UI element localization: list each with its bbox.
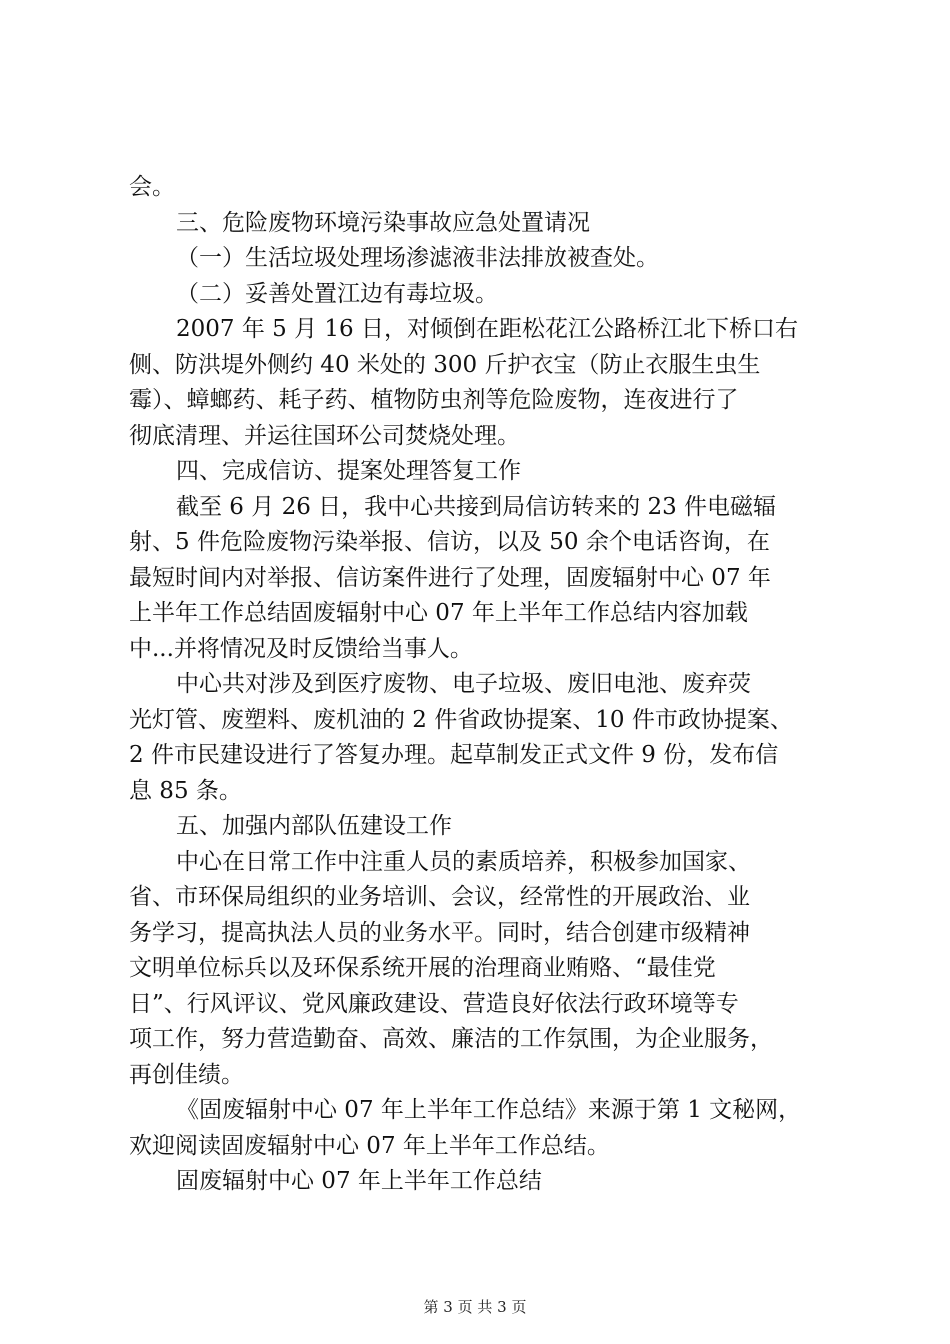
text-line: 日”、行风评议、党风廉政建设、营造良好依法行政环境等专 [129,990,739,1017]
text-line: 最短时间内对举报、信访案件进行了处理，固废辐射中心 07 年 [129,564,771,591]
text-line: 彻底清理、并运往国环公司焚烧处理。 [129,422,520,449]
text-line: 固废辐射中心 07 年上半年工作总结 [176,1168,542,1194]
text-line: 2007 年 5 月 16 日，对倾倒在距松花江公路桥江北下桥口右 [176,316,798,342]
section-heading: 四、完成信访、提案处理答复工作 [176,458,521,484]
text-line: 欢迎阅读固废辐射中心 07 年上半年工作总结。 [129,1132,610,1159]
text-line: 光灯管、废塑料、废机油的 2 件省政协提案、10 件市政协提案、 [129,706,793,733]
text-line: 会。 [129,174,175,200]
text-line: 2 件市民建设进行了答复办理。起草制发正式文件 9 份，发布信 [129,742,779,768]
text-line: 中心在日常工作中注重人员的素质培养，积极参加国家、 [176,848,751,875]
text-line: 省、市环保局组织的业务培训、会议，经常性的开展政治、业 [129,884,750,910]
text-line: 侧、防洪堤外侧约 40 米处的 300 斤护衣宝（防止衣服生虫生 [129,351,761,378]
text-line: 项工作，努力营造勤奋、高效、廉洁的工作氛围，为企业服务， [129,1026,773,1052]
text-line: 再创佳绩。 [129,1061,244,1088]
section-heading: 三、危险废物环境污染事故应急处置请况 [176,209,590,236]
text-line: 务学习，提高执法人员的业务水平。同时，结合创建市级精神 [129,919,750,946]
text-line: 上半年工作总结固废辐射中心 07 年上半年工作总结内容加载 [129,600,748,626]
text-line: 息 85 条。 [129,777,242,804]
page-number: 第 3 页 共 3 页 [423,1298,527,1316]
text-line: 截至 6 月 26 日，我中心共接到局信访转来的 23 件电磁辐 [176,493,777,520]
text-line: 中心共对涉及到医疗废物、电子垃圾、废旧电池、废弃荧 [176,671,751,697]
text-line: 中...并将情况及时反馈给当事人。 [129,635,473,662]
text-line: 霉）、蟑螂药、耗子药、植物防虫剂等危险废物，连夜进行了 [129,387,739,413]
document-body [129,170,841,1200]
subsection-heading: （二）妥善处置江边有毒垃圾。 [176,280,498,307]
subsection-heading: （一）生活垃圾处理场渗滤液非法排放被查处。 [176,245,659,271]
text-line: 射、5 件危险废物污染举报、信访，以及 50 余个电话咨询，在 [129,529,770,555]
text-line: 文明单位标兵以及环保系统开展的治理商业贿赂、“最佳党 [129,955,716,981]
section-heading: 五、加强内部队伍建设工作 [176,813,452,839]
text-line: 《固废辐射中心 07 年上半年工作总结》来源于第 1 文秘网， [176,1097,802,1123]
